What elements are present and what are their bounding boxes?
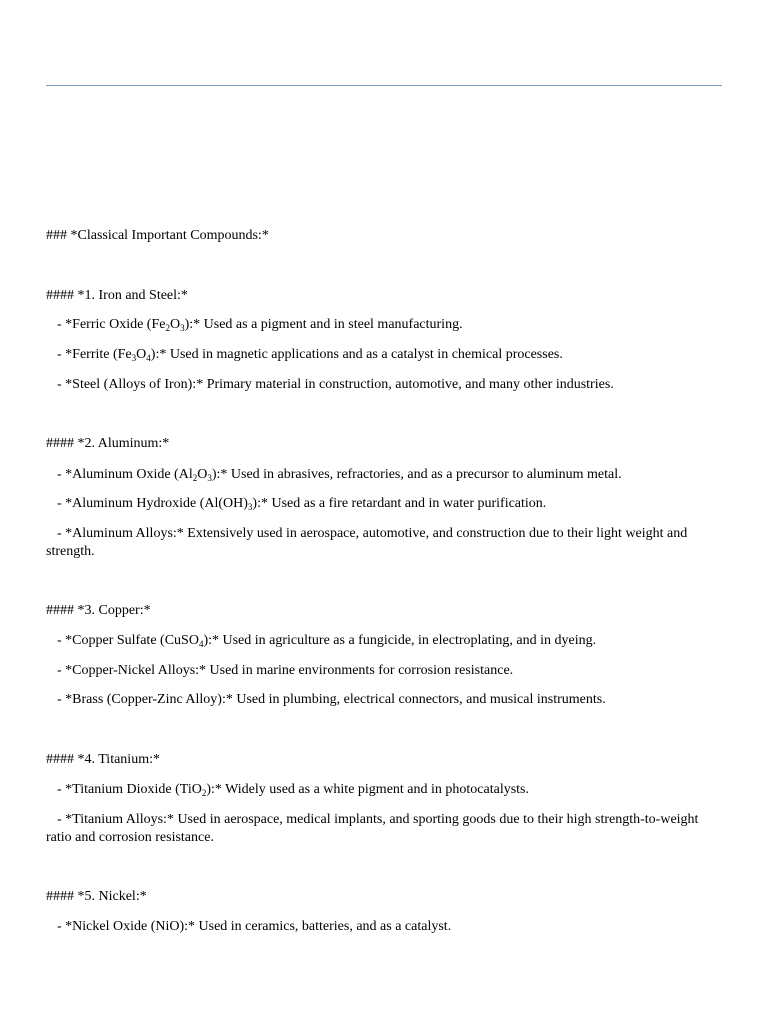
list-item-ferric-oxide: - *Ferric Oxide $(Fe_2O_3):*$ Used as a pigment and in steel manufacturing. bbox=[57, 317, 463, 333]
list-item-ferrite: - *Ferrite $(Fe_3O_4):*$ Used in magnetic applications and as a catalyst in chemical processes. bbox=[57, 347, 563, 363]
list-item-steel: - *Steel (Alloys of Iron):* Primary material in construction, automotive, and many other industries. bbox=[57, 377, 614, 392]
list-item-brass: - *Brass (Copper-Zinc Alloy):* Used in plumbing, electrical connectors, and musical instruments. bbox=[57, 692, 606, 707]
header-divider bbox=[46, 85, 722, 86]
section-heading-copper: #### *3. Copper:* bbox=[46, 603, 151, 618]
section-heading-titanium: #### *4. Titanium:* bbox=[46, 752, 160, 767]
list-item-aluminum-hydroxide: - *Aluminum Hydroxide $(Al(OH)_3):*$ Used as a fire retardant and in water purification. bbox=[57, 496, 547, 512]
list-item-nickel-oxide: - *Nickel Oxide (NiO):* Used in ceramics, batteries, and as a catalyst. bbox=[57, 919, 452, 934]
section-heading-aluminum: #### *2. Aluminum:* bbox=[46, 436, 170, 451]
section-heading-iron-steel: #### *1. Iron and Steel:* bbox=[46, 288, 188, 303]
list-item-copper-sulfate: - *Copper Sulfate (CuSO$_4$):* Used in agriculture as a fungicide, in electroplating, and in dyeing. bbox=[57, 633, 597, 649]
list-item-titanium-dioxide: - *Titanium Dioxide (TiO$_2$):* Widely used as a white pigment and in photocatalysts. bbox=[57, 782, 529, 798]
list-item-aluminum-oxide: - *Aluminum Oxide $(Al_2O_3):*$ Used in abrasives, refractories, and as a precursor to aluminum metal. bbox=[57, 467, 622, 483]
list-item-titanium-alloys: - *Titanium Alloys:* Used in aerospace, medical implants, and sporting goods due to their high strength-to-weight ratio and corrosion resistance. bbox=[46, 812, 699, 845]
document-title: ### *Classical Important Compounds:* bbox=[46, 228, 269, 243]
list-item-copper-nickel-alloys: - *Copper-Nickel Alloys:* Used in marine environments for corrosion resistance. bbox=[57, 663, 514, 678]
list-item-aluminum-alloys: - *Aluminum Alloys:* Extensively used in aerospace, automotive, and construction due to their light weight and strength. bbox=[46, 526, 688, 559]
section-heading-nickel: #### *5. Nickel:* bbox=[46, 889, 147, 904]
